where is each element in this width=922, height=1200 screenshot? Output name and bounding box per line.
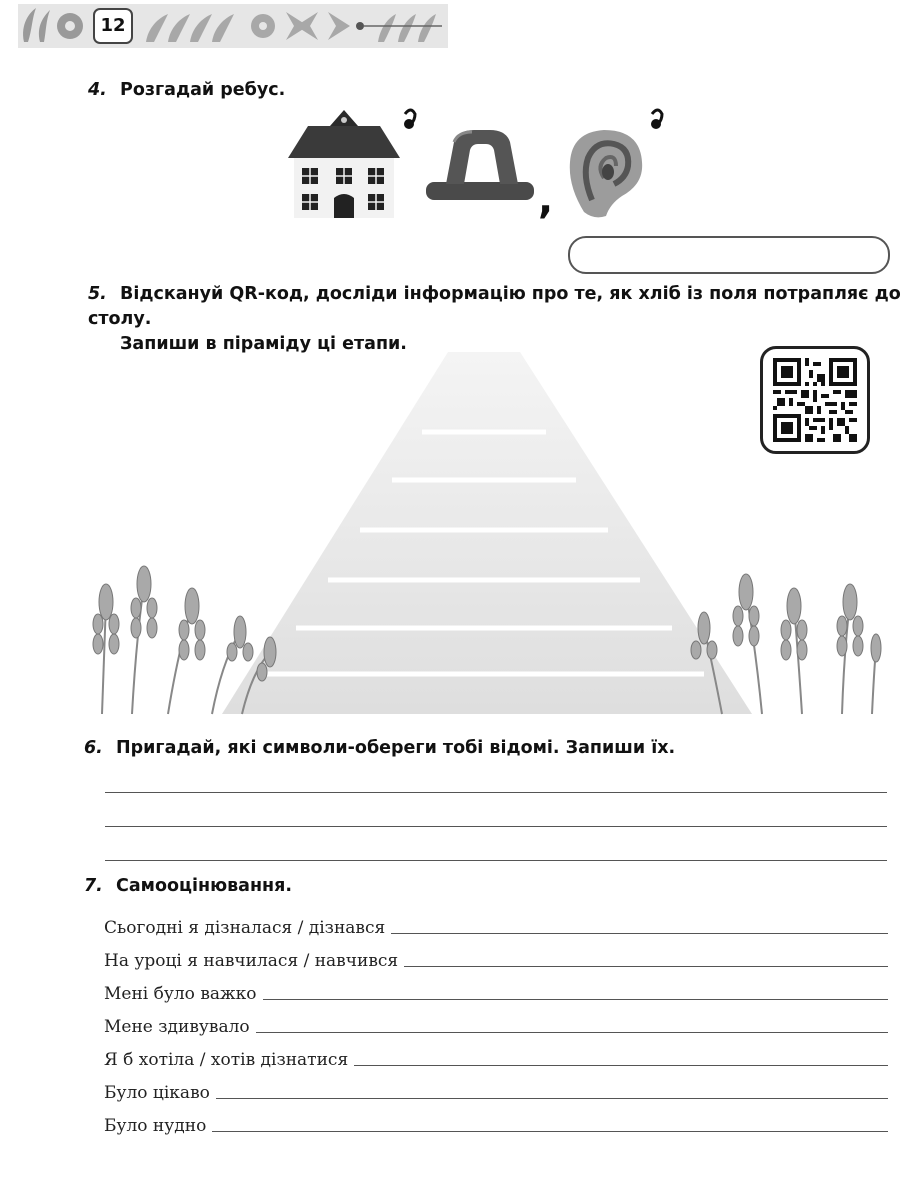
self-assessment-answer-line[interactable]: [263, 999, 888, 1000]
self-assessment-answer-line[interactable]: [256, 1032, 888, 1033]
self-assessment-label: Мені було важко: [104, 984, 257, 1004]
task-4-text: Розгадай ребус.: [120, 80, 286, 100]
rebus-comma: ,: [538, 177, 554, 223]
self-assessment-answer-line[interactable]: [216, 1098, 888, 1099]
task-7-text: Самооцінювання.: [116, 876, 293, 896]
self-assessment-label: Сьогодні я дізналася / дізнався: [104, 918, 386, 938]
task-6-answer-line-2[interactable]: [105, 826, 887, 827]
task-6-answer-line-1[interactable]: [105, 792, 887, 793]
ear-picture: [564, 126, 650, 218]
self-assessment-row: [104, 1110, 888, 1136]
task-6-number: 6.: [84, 738, 103, 758]
self-assessment-label: Мене здивувало: [104, 1017, 250, 1037]
self-assessment-label: Було нудно: [104, 1116, 207, 1136]
task-6-heading: [84, 738, 675, 758]
task-7-heading: [84, 876, 292, 896]
self-assessment-row: [104, 1044, 888, 1070]
self-assessment-row: [104, 1077, 888, 1103]
rebus-answer-field[interactable]: [568, 236, 890, 274]
apostrophe-mark-1: [403, 108, 419, 132]
task-5-line-2: Запиши в піраміду ці етапи.: [120, 334, 407, 354]
self-assessment-label: На уроці я навчилася / навчився: [104, 951, 399, 971]
self-assessment-label: Було цікаво: [104, 1083, 210, 1103]
self-assessment-row: [104, 945, 888, 971]
self-assessment-row: [104, 912, 888, 938]
house-picture: [288, 106, 400, 220]
task-5-number: 5.: [88, 284, 107, 304]
self-assessment-answer-line[interactable]: [404, 966, 888, 967]
page-number: 12: [93, 8, 133, 44]
task-6-answer-line-3[interactable]: [105, 860, 887, 861]
self-assessment-label: Я б хотіла / хотів дізнатися: [104, 1050, 349, 1070]
task-4-number: 4.: [88, 80, 107, 100]
task-7-number: 7.: [84, 876, 103, 896]
letter-d-picture: [424, 128, 536, 202]
self-assessment-answer-line[interactable]: [212, 1131, 888, 1132]
self-assessment-answer-line[interactable]: [354, 1065, 888, 1066]
header-ornament: [18, 4, 448, 48]
task-6-text: Пригадай, які символи-обереги тобі відомі. Запиши їх.: [116, 738, 676, 758]
bread-stages-pyramid: [92, 352, 882, 722]
self-assessment-row: [104, 978, 888, 1004]
self-assessment-answer-line[interactable]: [391, 933, 888, 934]
task-5-line-1: Відскануй QR-код, досліди інформацію про те, як хліб із поля потрапляє до столу.: [88, 284, 901, 329]
task-4-heading: [88, 80, 285, 100]
apostrophe-mark-2: [650, 108, 666, 132]
self-assessment-row: [104, 1011, 888, 1037]
